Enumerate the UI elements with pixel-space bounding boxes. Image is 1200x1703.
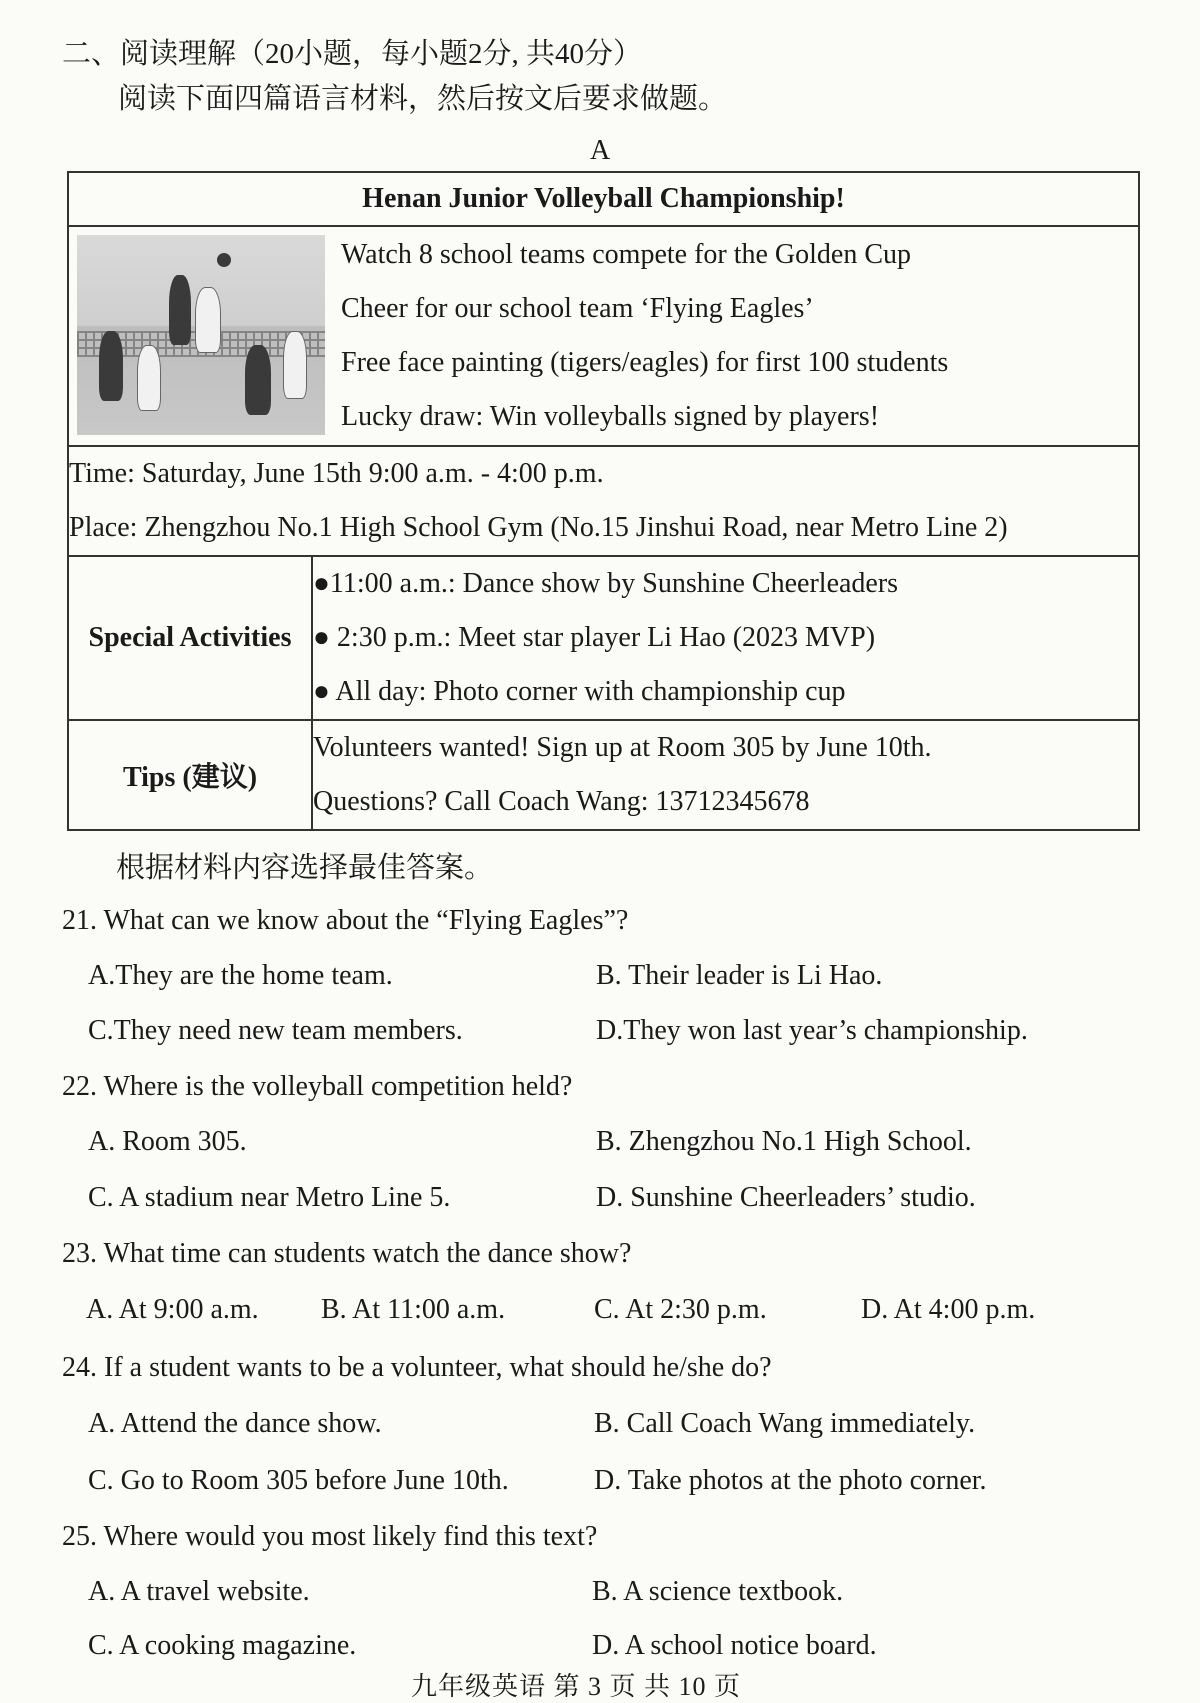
highlight-line: Cheer for our school team ‘Flying Eagles’ bbox=[341, 293, 814, 324]
page-footer: 九年级英语 第 3 页 共 10 页 bbox=[411, 1672, 742, 1701]
option-21a: A.They are the home team. bbox=[88, 960, 393, 991]
question-21: 21. What can we know about the “Flying Eagles”? bbox=[62, 905, 629, 936]
special-activity-item: ●11:00 a.m.: Dance show by Sunshine Cheerleaders bbox=[313, 568, 899, 599]
option-21d: D.They won last year’s championship. bbox=[596, 1015, 1028, 1046]
option-23d: D. At 4:00 p.m. bbox=[861, 1294, 1036, 1325]
notice-title: Henan Junior Volleyball Championship! bbox=[68, 172, 1139, 226]
volleyball-photo-icon bbox=[77, 235, 325, 435]
option-23b: B. At 11:00 a.m. bbox=[321, 1294, 506, 1325]
notice-table bbox=[67, 171, 1140, 831]
tip-item: Questions? Call Coach Wang: 13712345678 bbox=[313, 786, 810, 817]
special-activities-label: Special Activities bbox=[68, 556, 312, 720]
event-place: Place: Zhengzhou No.1 High School Gym (No.15 Jinshui Road, near Metro Line 2) bbox=[69, 512, 1008, 543]
special-activity-item: ● 2:30 p.m.: Meet star player Li Hao (2023 MVP) bbox=[313, 622, 876, 653]
option-25a: A. A travel website. bbox=[88, 1576, 310, 1607]
option-23a: A. At 9:00 a.m. bbox=[86, 1294, 259, 1325]
event-time: Time: Saturday, June 15th 9:00 a.m. - 4:00 p.m. bbox=[69, 458, 604, 489]
passage-letter: A bbox=[590, 135, 611, 166]
question-24: 24. If a student wants to be a volunteer, what should he/she do? bbox=[62, 1352, 772, 1383]
highlight-line: Lucky draw: Win volleyballs signed by players! bbox=[341, 401, 880, 432]
highlight-line: Watch 8 school teams compete for the Golden Cup bbox=[341, 239, 912, 270]
question-25: 25. Where would you most likely find this text? bbox=[62, 1521, 598, 1552]
option-22c: C. A stadium near Metro Line 5. bbox=[88, 1182, 451, 1213]
instruction: 根据材料内容选择最佳答案。 bbox=[116, 852, 494, 884]
option-25d: D. A school notice board. bbox=[592, 1630, 877, 1661]
option-24c: C. Go to Room 305 before June 10th. bbox=[88, 1465, 509, 1496]
question-22: 22. Where is the volleyball competition held? bbox=[62, 1071, 573, 1102]
option-22b: B. Zhengzhou No.1 High School. bbox=[596, 1126, 972, 1157]
option-23c: C. At 2:30 p.m. bbox=[594, 1294, 767, 1325]
highlight-line: Free face painting (tigers/eagles) for first 100 students bbox=[341, 347, 949, 378]
tip-item: Volunteers wanted! Sign up at Room 305 by June 10th. bbox=[313, 732, 932, 763]
option-24d: D. Take photos at the photo corner. bbox=[594, 1465, 987, 1496]
section-intro: 阅读下面四篇语言材料，然后按文后要求做题。 bbox=[118, 83, 728, 115]
option-22d: D. Sunshine Cheerleaders’ studio. bbox=[596, 1182, 976, 1213]
option-21c: C.They need new team members. bbox=[88, 1015, 463, 1046]
tips-label: Tips (建议) bbox=[68, 720, 312, 830]
option-25c: C. A cooking magazine. bbox=[88, 1630, 357, 1661]
section-title: 二、阅读理解（20小题，每小题2分, 共40分） bbox=[62, 38, 643, 70]
option-21b: B. Their leader is Li Hao. bbox=[596, 960, 883, 991]
option-24a: A. Attend the dance show. bbox=[88, 1408, 382, 1439]
option-24b: B. Call Coach Wang immediately. bbox=[594, 1408, 976, 1439]
question-23: 23. What time can students watch the dance show? bbox=[62, 1238, 632, 1269]
special-activity-item: ● All day: Photo corner with championship cup bbox=[313, 676, 846, 707]
option-25b: B. A science textbook. bbox=[592, 1576, 844, 1607]
option-22a: A. Room 305. bbox=[88, 1126, 247, 1157]
